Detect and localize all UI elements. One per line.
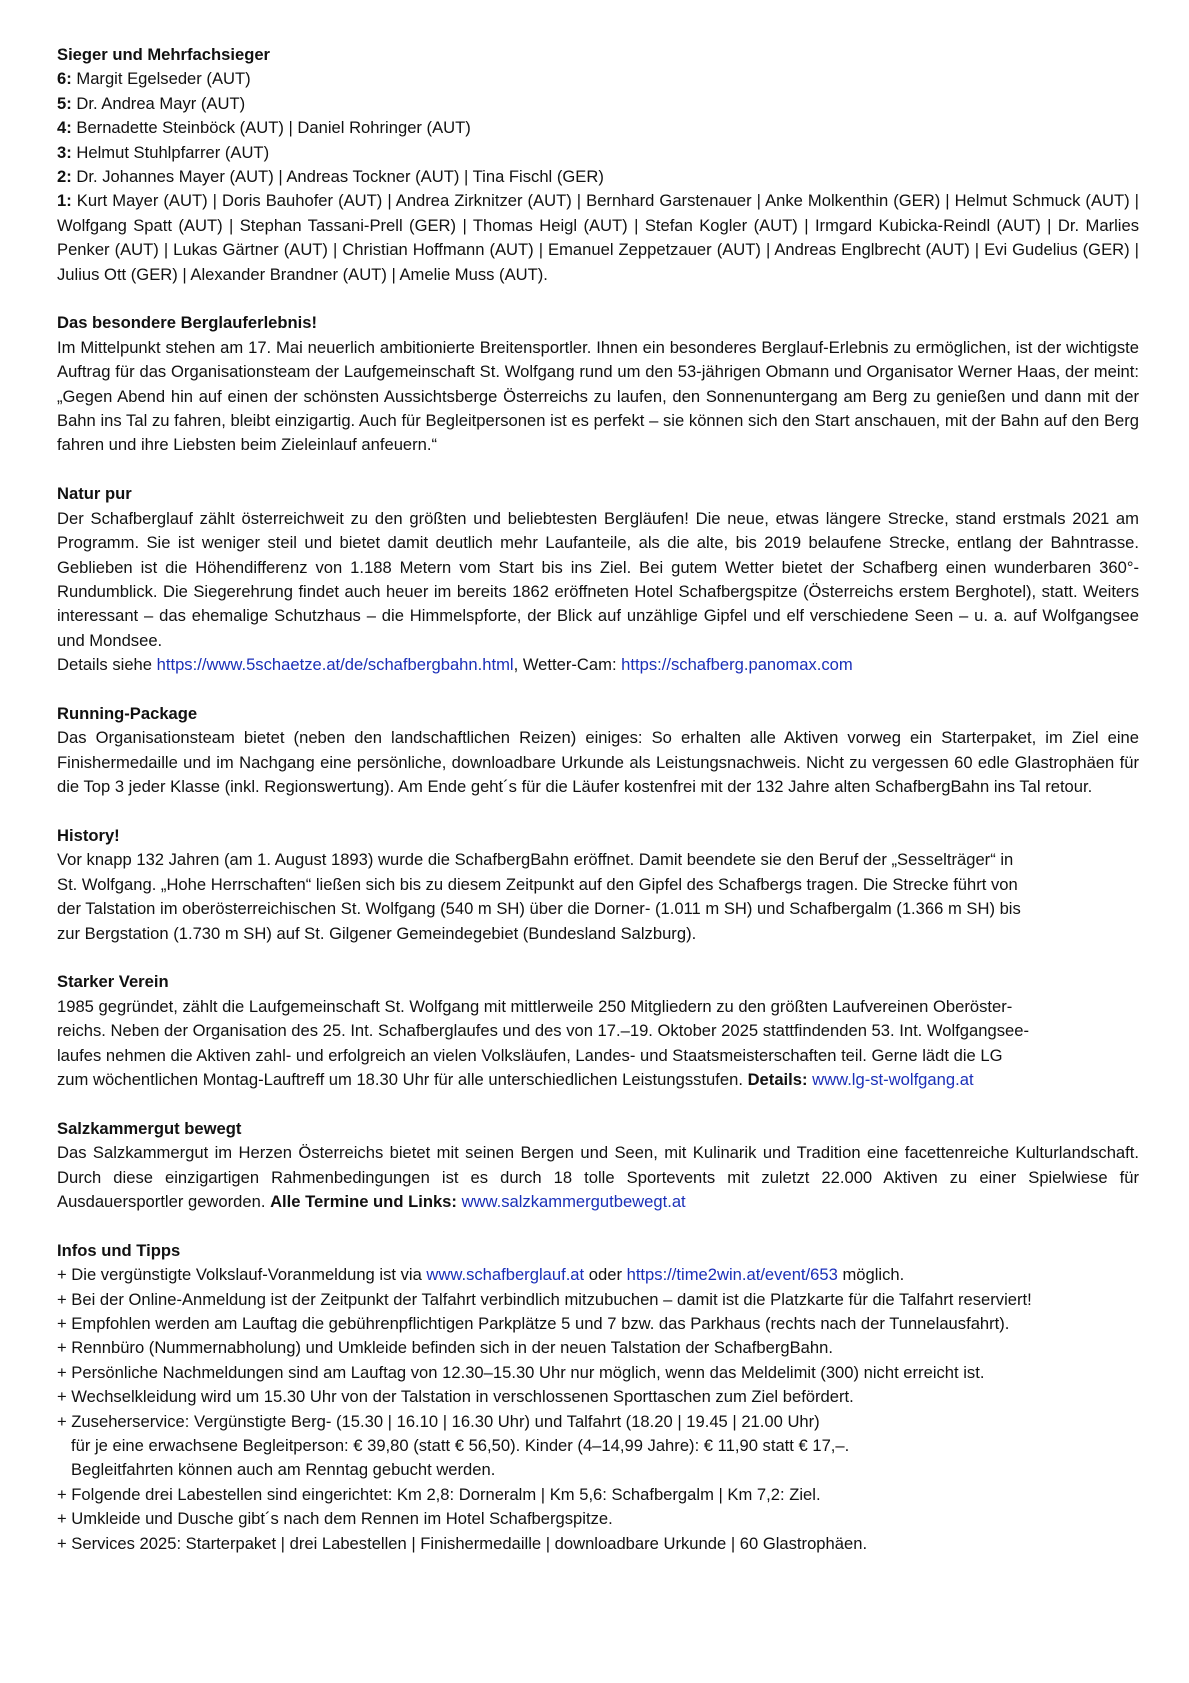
- winner-line: [57, 116, 1139, 140]
- section-starker-verein: [57, 970, 1139, 1092]
- section-natur-pur: [57, 482, 1139, 677]
- verein-line: [57, 1068, 1139, 1092]
- details-label: Details:: [747, 1069, 808, 1089]
- winner-line: [57, 67, 1139, 91]
- section-sieger: [57, 43, 1139, 287]
- schafbergbahn-link[interactable]: https://www.5schaetze.at/de/schafbergbahn.html: [156, 655, 514, 675]
- winner-names: Helmut Stuhlpfarrer (AUT): [71, 142, 270, 162]
- win-count: 4:: [57, 118, 72, 138]
- verein-line: reichs. Neben der Organisation des 25. Int. Schafberglaufes und des von 17.–19. Oktober 2025 stattfindenden 53. Int. Wolfgangsee-: [57, 1021, 1029, 1041]
- verein-line-text: zum wöchentlichen Montag-Lauftreff um 18.30 Uhr für alle unterschiedlichen Leistungsstufen.: [57, 1069, 748, 1089]
- win-count: 5:: [57, 93, 72, 113]
- history-line: St. Wolfgang. „Hohe Herrschaften“ ließen sich bis zu diesem Zeitpunkt auf den Gipfel des Schafbergs tragen. Die Strecke führt von: [57, 874, 1018, 894]
- section-heading: Starker Verein: [57, 972, 169, 992]
- winner-line: [57, 92, 1139, 116]
- winner-names: Margit Egelseder (AUT): [71, 69, 251, 89]
- verein-line: 1985 gegründet, zählt die Laufgemeinschaft St. Wolfgang mit mittlerweile 250 Mitgliedern zu den größten Laufvereinen Oberöster-: [57, 996, 1013, 1016]
- win-count: 3:: [57, 142, 72, 162]
- tip-continuation: für je eine erwachsene Begleitperson: € 39,80 (statt € 56,50). Kinder (4–14,99 Jahre): € 11,90 statt € 17,–.: [71, 1436, 850, 1456]
- tip-item: + Persönliche Nachmeldungen sind am Lauftag von 12.30–15.30 Uhr nur möglich, wenn das Meldelimit (300) nicht erreicht ist.: [57, 1362, 985, 1382]
- section-berglauferlebnis: [57, 311, 1139, 457]
- tip-item: + Empfohlen werden am Lauftag die gebührenpflichtigen Parkplätze 5 und 7 bzw. das Parkhaus (rechts nach der Tunnelausfahrt).: [57, 1314, 1010, 1334]
- section-heading: Das besondere Berglauferlebnis!: [57, 313, 318, 333]
- webcam-link[interactable]: https://schafberg.panomax.com: [621, 655, 853, 675]
- winner-line: [57, 141, 1139, 165]
- lg-st-wolfgang-link[interactable]: www.lg-st-wolfgang.at: [812, 1069, 974, 1089]
- details-prefix: Details siehe: [57, 655, 157, 675]
- win-count: 6:: [57, 69, 72, 89]
- section-running-package: [57, 702, 1139, 800]
- winner-line: [57, 189, 1139, 287]
- section-body: Der Schafberglauf zählt österreichweit zu den größten und beliebtesten Bergläufen! Die neue, etwas längere Strecke, stand erstmals 2021 am Programm. Sie ist weniger steil und bietet damit deutlich mehr Laufanteile, als die alte, bis 2019 belaufene Strecke, entlang der Bahntrasse. Geblieben ist die Höhendifferenz von 1.188 Metern vom Start bis ins Ziel. Bei gutem Wetter bietet der Schafberg einen wunderbaren 360°-Rundumblick. Die Siegerehrung findet auch heuer im bereits 1862 eröffneten Hotel Schafbergspitze (Österreichs erstem Berghotel), statt. Weiters interessant – das ehemalige Schutzhaus – die Himmelspforte, der Blick auf unzählige Gipfel und elf verschiedene Seen – u. a. auf Wolfgangsee und Mondsee.: [57, 508, 1139, 650]
- section-heading: Infos und Tipps: [57, 1240, 181, 1260]
- tip-continuation: Begleitfahrten können auch am Renntag gebucht werden.: [71, 1460, 496, 1480]
- win-count: 1:: [57, 191, 72, 211]
- section-heading: Salzkammergut bewegt: [57, 1118, 242, 1138]
- time2win-link[interactable]: https://time2win.at/event/653: [626, 1265, 838, 1285]
- tip-text: + Die vergünstigte Volkslauf-Voranmeldung ist via: [57, 1265, 427, 1285]
- tip-text: oder: [584, 1265, 627, 1285]
- verein-line: laufes nehmen die Aktiven zahl- und erfolgreich an vielen Volksläufen, Landes- und Staatsmeisterschaften teil. Gerne lädt die LG: [57, 1045, 1003, 1065]
- links-label: Alle Termine und Links:: [270, 1192, 457, 1211]
- section-heading: History!: [57, 825, 120, 845]
- tip-text: möglich.: [837, 1265, 905, 1285]
- section-salzkammergut: [57, 1117, 1139, 1215]
- tip-item: [57, 1263, 1139, 1287]
- webcam-prefix: , Wetter-Cam:: [513, 655, 622, 675]
- section-body: [57, 1141, 1139, 1214]
- tip-item: + Rennbüro (Nummernabholung) und Umkleide befinden sich in der neuen Talstation der SchafbergBahn.: [57, 1338, 833, 1358]
- tip-item: + Folgende drei Labestellen sind eingerichtet: Km 2,8: Dorneralm | Km 5,6: Schafbergalm | Km 7,2: Ziel.: [57, 1484, 821, 1504]
- win-count: 2:: [57, 167, 72, 187]
- tip-item: + Umkleide und Dusche gibt´s nach dem Rennen im Hotel Schafbergspitze.: [57, 1509, 613, 1529]
- winner-line: [57, 165, 1139, 189]
- salzkammergut-text: Das Salzkammergut im Herzen Österreichs bietet mit seinen Bergen und Seen, mit Kulinarik und Tradition eine facettenreiche Kulturlandschaft. Durch diese einzigartigen Rahmenbedingungen ist es durch 18 tolle Sportevents mit zuletzt 22.000 Aktiven zu einer Spielwiese für Ausdauersportler geworden.: [57, 1143, 1139, 1211]
- history-line: Vor knapp 132 Jahren (am 1. August 1893) wurde die SchafbergBahn eröffnet. Damit beendete sie den Beruf der „Sesselträger“ in: [57, 850, 1014, 870]
- tip-item: + Zuseherservice: Vergünstigte Berg- (15.30 | 16.10 | 16.30 Uhr) und Talfahrt (18.20 | 19.45 | 21.00 Uhr): [57, 1411, 820, 1431]
- history-line: der Talstation im oberösterreichischen St. Wolfgang (540 m SH) über die Dorner- (1.011 m SH) und Schafbergalm (1.366 m SH) bis: [57, 899, 1021, 919]
- tip-item: + Services 2025: Starterpaket | drei Labestellen | Finishermedaille | downloadbare Urkunde | 60 Glastrophäen.: [57, 1533, 868, 1553]
- section-heading: Natur pur: [57, 484, 132, 504]
- tip-item: + Wechselkleidung wird um 15.30 Uhr von der Talstation in verschlossenen Sporttaschen zum Ziel befördert.: [57, 1387, 854, 1407]
- winner-names: Dr. Johannes Mayer (AUT) | Andreas Tockner (AUT) | Tina Fischl (GER): [71, 167, 604, 187]
- winner-names: Kurt Mayer (AUT) | Doris Bauhofer (AUT) | Andrea Zirknitzer (AUT) | Bernhard Garstenauer | Anke Molkenthin (GER) | Helmut Schmuck (AUT) | Wolfgang Spatt (AUT) | Stephan Tassani-Prell (GER) | Thomas Heigl (AUT) | Stefan Kogler (AUT) | Irmgard Kubicka-Reindl (AUT) | Dr. Marlies Penker (AUT) | Lukas Gärtner (AUT) | Christian Hoffmann (AUT) | Emanuel Zeppetzauer (AUT) | Andreas Englbrecht (AUT) | Evi Gudelius (GER) | Julius Ott (GER) | Alexander Brandner (AUT) | Amelie Muss (AUT).: [57, 191, 1139, 284]
- history-line: zur Bergstation (1.730 m SH) auf St. Gilgener Gemeindegebiet (Bundesland Salzburg).: [57, 923, 697, 943]
- salzkammergut-link[interactable]: www.salzkammergutbewegt.at: [461, 1192, 686, 1211]
- section-history: [57, 824, 1139, 946]
- tip-item: + Bei der Online-Anmeldung ist der Zeitpunkt der Talfahrt verbindlich mitzubuchen – damit ist die Platzkarte für die Talfahrt reserviert!: [57, 1289, 1032, 1309]
- section-body: Im Mittelpunkt stehen am 17. Mai neuerlich ambitionierte Breitensportler. Ihnen ein besonderes Berglauf-Erlebnis zu ermöglichen, ist der wichtigste Auftrag für das Organisationsteam der Laufgemeinschaft St. Wolfgang rund um den 53-jährigen Obmann und Organisator Werner Haas, der meint: „Gegen Abend hin auf einen der schönsten Aussichtsberge Österreichs zu laufen, den Sonnenuntergang am Berg zu genießen und dann mit der Bahn ins Tal zu fahren, bleibt einzigartig. Auch für Begleitpersonen ist es perfekt – sie können sich den Start anschauen, mit der Bahn auf den Berg fahren und ihre Liebsten beim Zieleinlauf anfeuern.“: [57, 337, 1139, 455]
- section-heading: Sieger und Mehrfachsieger: [57, 45, 271, 64]
- section-infos-tipps: [57, 1239, 1139, 1556]
- winner-names: Bernadette Steinböck (AUT) | Daniel Rohringer (AUT): [71, 118, 471, 138]
- winner-names: Dr. Andrea Mayr (AUT): [71, 93, 246, 113]
- details-line: [57, 653, 1139, 677]
- schafberglauf-link[interactable]: www.schafberglauf.at: [426, 1265, 585, 1285]
- section-body: Das Organisationsteam bietet (neben den landschaftlichen Reizen) einiges: So erhalten alle Aktiven vorweg ein Starterpaket, im Ziel eine Finishermedaille und im Nachgang eine persönliche, downloadbare Urkunde als Leistungsnachweis. Nicht zu vergessen 60 edle Glastrophäen für die Top 3 jeder Klasse (inkl. Regionswertung). Am Ende geht´s für die Läufer kostenfrei mit der 132 Jahre alten SchafbergBahn ins Tal retour.: [57, 728, 1139, 797]
- document-page: [57, 43, 1139, 1556]
- section-heading: Running-Package: [57, 703, 198, 723]
